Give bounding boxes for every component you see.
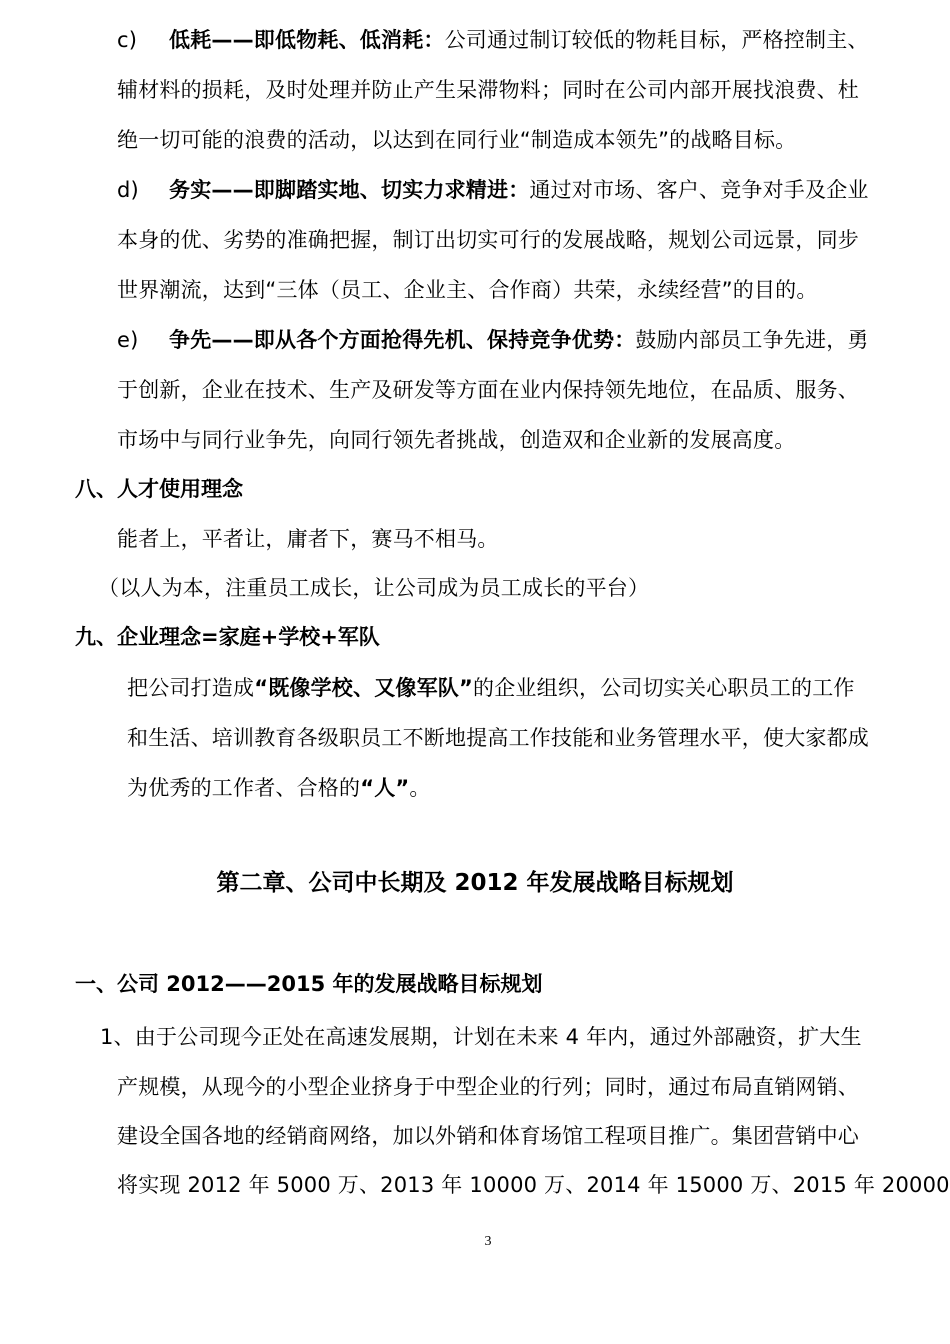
item-e-line2: 于创新，企业在技术、生产及研发等方面在业内保持领先地位，在品质、服务、: [117, 378, 859, 402]
item-d-text1: 通过对市场、客户、竞争对手及企业: [529, 178, 869, 202]
section9-line1-emphasis: “既像学校、又像军队”: [254, 676, 474, 700]
item-e-text1: 鼓励内部员工争先进，勇: [635, 328, 869, 352]
part1-line3: 建设全国各地的经销商网络，加以外销和体育场馆工程项目推广。集团营销中心: [117, 1124, 859, 1148]
section9-line3-post: 。: [409, 776, 431, 800]
item-c-line2: 辅材料的损耗，及时处理并防止产生呆滞物料；同时在公司内部开展找浪费、杜: [117, 78, 859, 102]
section8-line2: （以人为本，注重员工成长，让公司成为员工成长的平台）: [98, 576, 650, 600]
item-d-marker: d): [117, 178, 139, 202]
item-e-marker: e): [117, 328, 139, 352]
part1-line1: 1、由于公司现今正处在高速发展期，计划在未来 4 年内，通过外部融资，扩大生: [100, 1025, 862, 1049]
part1-heading: 一、公司 2012——2015 年的发展战略目标规划: [75, 972, 543, 996]
item-c-text1: 公司通过制订较低的物耗目标，严格控制主、: [444, 28, 869, 52]
item-d-line1: [117, 175, 869, 205]
item-e-line3: 市场中与同行业争先，向同行领先者挑战，创造双和企业新的发展高度。: [117, 428, 796, 452]
item-d-line2: 本身的优、劣势的准确把握，制订出切实可行的发展战略，规划公司远景，同步: [117, 228, 859, 252]
item-e-line1: [117, 325, 869, 355]
item-c-line1: [117, 25, 869, 55]
item-c-marker: c): [117, 28, 138, 52]
section9-line1: [127, 673, 855, 703]
section9-line3: [127, 773, 431, 803]
section9-line1-pre: 把公司打造成: [127, 676, 255, 700]
item-e-title: 争先——即从各个方面抢得先机、保持竞争优势：: [169, 328, 636, 352]
section8-line1: 能者上，平者让，庸者下，赛马不相马。: [117, 527, 499, 551]
part1-line4: 将实现 2012 年 5000 万、2013 年 10000 万、2014 年 15000 万、2015 年 20000: [117, 1173, 950, 1197]
section9-line1-post: 的企业组织，公司切实关心职员工的工作: [473, 676, 855, 700]
section9-heading: 九、企业理念=家庭+学校+军队: [75, 625, 380, 649]
section9-line3-emphasis: “人”: [360, 776, 410, 800]
chapter2-title: 第二章、公司中长期及 2012 年发展战略目标规划: [216, 870, 734, 896]
item-d-title: 务实——即脚踏实地、切实力求精进：: [169, 178, 530, 202]
item-d-line3: 世界潮流，达到“三体（员工、企业主、合作商）共荣，永续经营”的目的。: [117, 278, 818, 302]
part1-line2: 产规模，从现今的小型企业挤身于中型企业的行列；同时，通过布局直销网销、: [117, 1075, 859, 1099]
item-c-line3: 绝一切可能的浪费的活动，以达到在同行业“制造成本领先”的战略目标。: [117, 128, 797, 152]
section9-line2: 和生活、培训教育各级职员工不断地提高工作技能和业务管理水平，使大家都成: [127, 726, 869, 750]
section8-heading: 八、人才使用理念: [75, 477, 243, 501]
page-number: 3: [484, 1234, 492, 1249]
section9-line3-pre: 为优秀的工作者、合格的: [127, 776, 361, 800]
item-c-title: 低耗——即低物耗、低消耗：: [169, 28, 445, 52]
